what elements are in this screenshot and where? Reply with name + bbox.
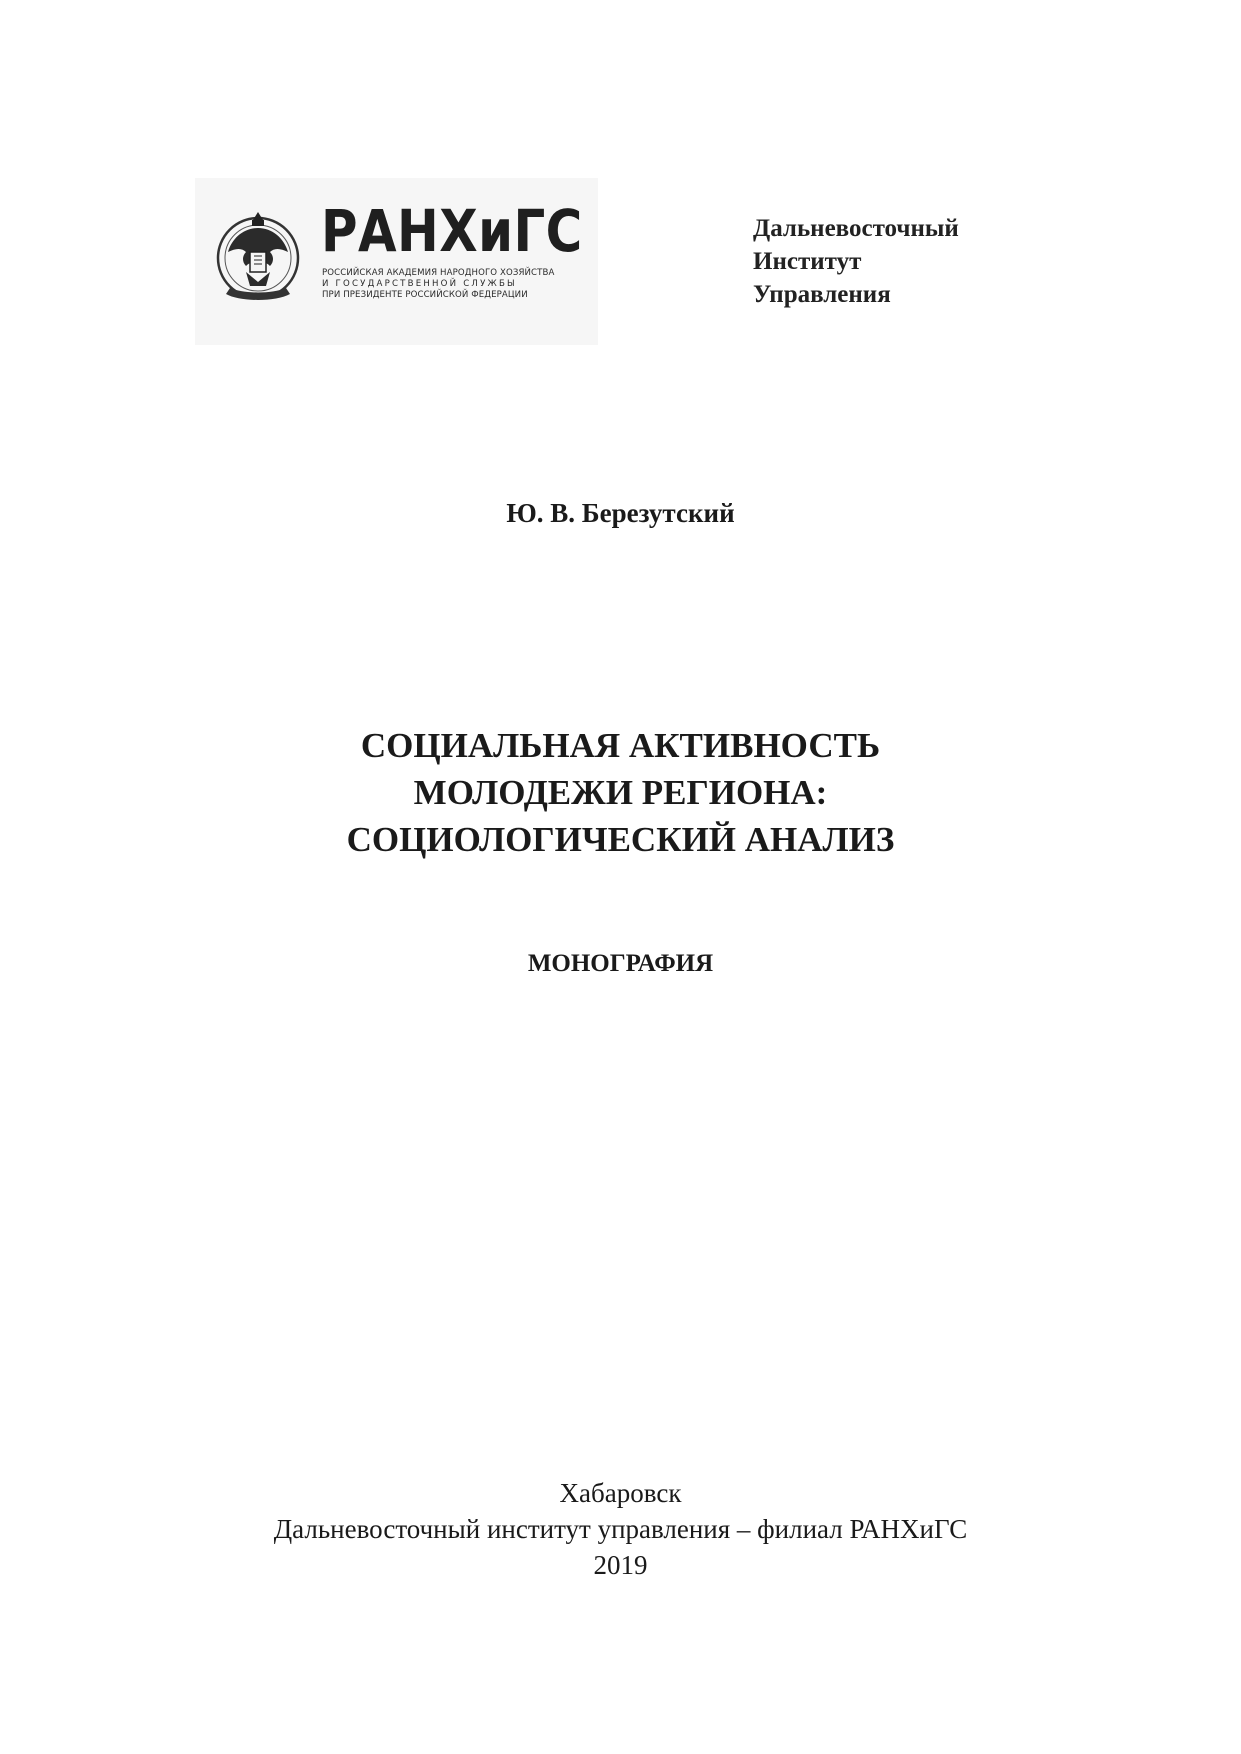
genre-label: МОНОГРАФИЯ [527, 950, 714, 977]
ranepa-brand-name: РАНХиГС [321, 197, 583, 265]
imprint [0, 1475, 1241, 1583]
eagle-emblem-icon [214, 202, 302, 310]
ranepa-subtitle-line: И ГОСУДАРСТВЕННОЙ СЛУЖБЫ [322, 279, 517, 289]
ranepa-logo [195, 178, 598, 345]
imprint-city: Хабаровск [559, 1478, 682, 1508]
institute-line: Институт [753, 248, 862, 275]
institute-logo-text [753, 212, 959, 311]
author-name: Ю. В. Березутский [506, 498, 735, 528]
ranepa-full-name [322, 268, 582, 301]
ranepa-subtitle-line: РОССИЙСКАЯ АКАДЕМИЯ НАРОДНОГО ХОЗЯЙСТВА [322, 268, 555, 278]
title-line: СОЦИАЛЬНАЯ АКТИВНОСТЬ [360, 726, 881, 765]
imprint-year: 2019 [593, 1550, 648, 1580]
imprint-publisher: Дальневосточный институт управления – филиал РАНХиГС [273, 1514, 968, 1544]
institute-line: Дальневосточный [753, 215, 959, 242]
title-line: МОЛОДЕЖИ РЕГИОНА: [413, 773, 828, 812]
ranepa-subtitle-line: ПРИ ПРЕЗИДЕНТЕ РОССИЙСКОЙ ФЕДЕРАЦИИ [322, 290, 528, 300]
institute-line: Управления [753, 281, 891, 308]
book-title [0, 722, 1241, 863]
title-line: СОЦИОЛОГИЧЕСКИЙ АНАЛИЗ [346, 820, 895, 859]
